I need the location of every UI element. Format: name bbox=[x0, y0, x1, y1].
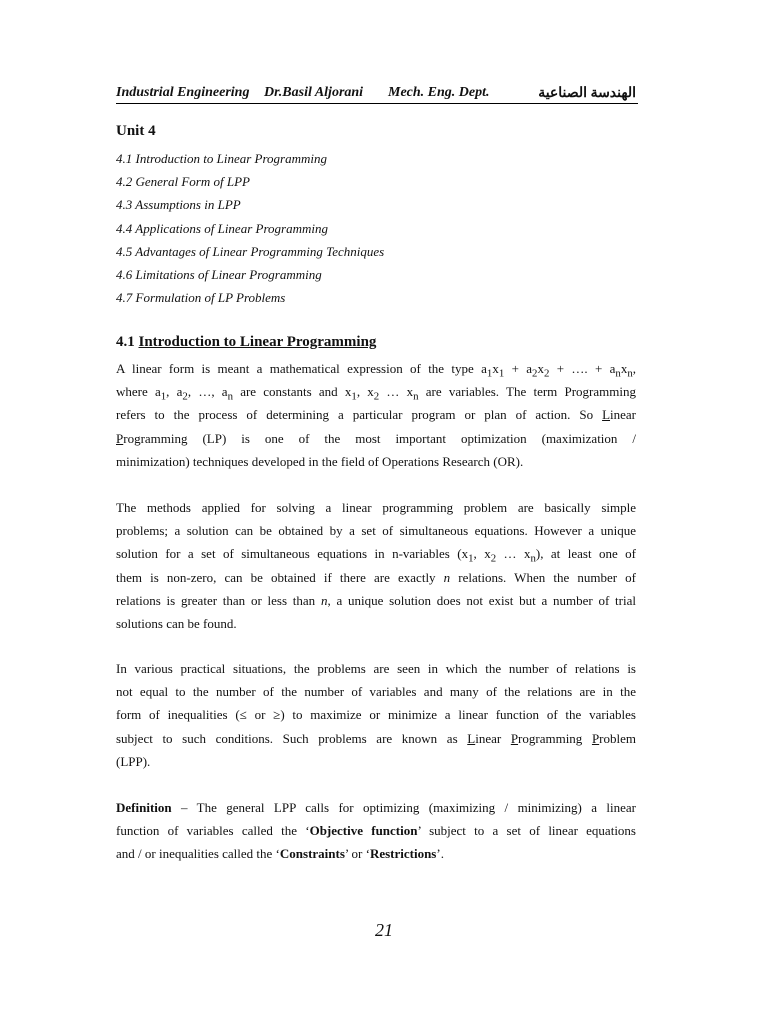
paragraph-line: and / or inequalities called the ‘Constraints’ or ‘Restrictions’. bbox=[116, 846, 444, 862]
toc-item: 4.3 Assumptions in LPP bbox=[116, 197, 241, 213]
header-rule bbox=[116, 103, 638, 104]
paragraph-line: solutions can be found. bbox=[116, 615, 237, 631]
toc-item: 4.7 Formulation of LP Problems bbox=[116, 290, 286, 306]
header-arabic-title: الهندسة الصناعية bbox=[538, 86, 636, 101]
paragraph-line: refers to the process of determining a particular program or plan of action. So Linear bbox=[116, 407, 636, 423]
paragraph-line: not equal to the number of the number of variables and many of the relations are in the bbox=[116, 684, 636, 700]
page-number: 21 bbox=[375, 920, 393, 940]
paragraph-line: relations is greater than or less than n, a unique solution does not exist but a number of trial bbox=[116, 592, 636, 608]
paragraph-line: minimization) techniques developed in the field of Operations Research (OR). bbox=[116, 453, 524, 469]
paragraph-definition bbox=[116, 796, 636, 866]
paragraph-line: A linear form is meant a mathematical expression of the type $a_1x_1 + a_2x_2$ + …. + $a_nx_n$, bbox=[116, 361, 636, 380]
toc-item: 4.4 Applications of Linear Programming bbox=[116, 220, 328, 236]
paragraph-line: form of inequalities (≤ or ≥) to maximize or minimize a linear function of the variables bbox=[116, 707, 636, 723]
header-author: Dr.Basil Aljorani bbox=[264, 85, 364, 100]
toc-item: 4.6 Limitations of Linear Programming bbox=[116, 266, 322, 282]
definition-label: Definition bbox=[116, 800, 172, 815]
running-header bbox=[116, 85, 636, 103]
toc-item: 4.2 General Form of LPP bbox=[116, 174, 250, 190]
paragraph-line: where $a_1$, $a_2$, …, $a_n$ are constants and $x_1$, $x_2$ … $x_n$ are variables. The term Programming bbox=[116, 384, 636, 403]
paragraph-line: solution for a set of simultaneous equations in n-variables ($x_1$, $x_2$ … $x_n$), at least one of bbox=[116, 546, 637, 565]
section-heading bbox=[116, 334, 376, 351]
paragraph-line: problems; a solution can be obtained by a set of simultaneous equations. However a unique bbox=[116, 523, 636, 539]
section-title: Introduction to Linear Programming bbox=[138, 334, 377, 350]
paragraph-line: In various practical situations, the problems are seen in which the number of relations is bbox=[116, 661, 636, 676]
paragraph-line: Programming (LP) is one of the most important optimization (maximization / bbox=[116, 430, 636, 446]
paragraph-practical bbox=[116, 657, 636, 773]
section-number: 4.1 bbox=[116, 334, 135, 350]
table-of-contents bbox=[116, 147, 384, 309]
header-department: Mech. Eng. Dept. bbox=[388, 85, 490, 100]
toc-item: 4.5 Advantages of Linear Programming Techniques bbox=[116, 243, 385, 259]
paragraph-line: function of variables called the ‘Objective function’ subject to a set of linear equations bbox=[116, 823, 636, 839]
paragraph-intro bbox=[116, 357, 636, 473]
paragraph-line: (LPP). bbox=[116, 753, 151, 769]
paragraph-line: The methods applied for solving a linear programming problem are basically simple bbox=[116, 500, 636, 515]
paragraph-line: them is non-zero, can be obtained if there are exactly n relations. When the number of bbox=[116, 569, 636, 585]
unit-title: Unit 4 bbox=[116, 123, 156, 139]
paragraph-line: Definition – The general LPP calls for optimizing (maximizing / minimizing) a linear bbox=[116, 800, 636, 815]
paragraph-line: subject to such conditions. Such problems are known as Linear Programming Problem bbox=[116, 730, 636, 746]
header-course: Industrial Engineering bbox=[116, 85, 250, 100]
paragraph-methods bbox=[116, 496, 636, 635]
toc-item: 4.1 Introduction to Linear Programming bbox=[116, 151, 328, 166]
